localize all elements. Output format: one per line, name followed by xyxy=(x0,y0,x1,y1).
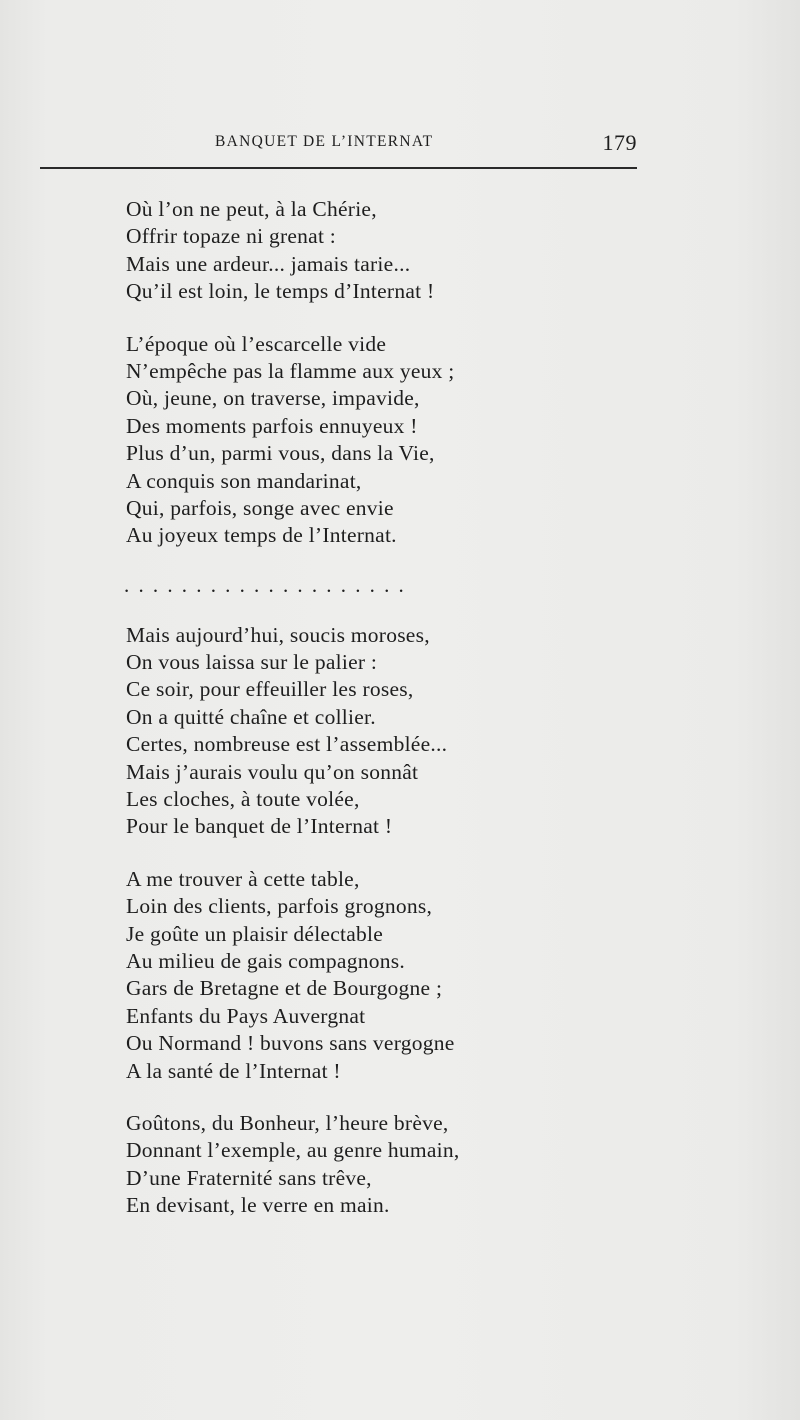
stanza-3 xyxy=(120,622,540,841)
stanza-2 xyxy=(120,331,540,550)
stanza-1 xyxy=(120,196,540,306)
verse-line: Je goûte un plaisir délectable xyxy=(126,921,384,946)
verse-line: L’époque où l’escarcelle vide xyxy=(126,331,387,356)
verse-line: Mais une ardeur... jamais tarie... xyxy=(126,251,411,276)
verse-line: On vous laissa sur le palier : xyxy=(126,650,378,675)
page-number: 179 xyxy=(602,130,637,155)
header-rule xyxy=(40,167,637,169)
page-header xyxy=(40,130,637,170)
verse-line: Offrir topaze ni grenat : xyxy=(126,224,337,249)
verse-line: Où, jeune, on traverse, impavide, xyxy=(126,386,420,411)
verse-line: On a quitté chaîne et collier. xyxy=(126,704,376,729)
verse-line: Donnant l’exemple, au genre humain, xyxy=(126,1138,460,1163)
verse-line: Au joyeux temps de l’Internat. xyxy=(126,523,397,548)
verse-line: D’une Fraternité sans trêve, xyxy=(126,1165,372,1190)
verse-line: A la santé de l’Internat ! xyxy=(126,1058,341,1083)
verse-line: Des moments parfois ennuyeux ! xyxy=(126,413,418,438)
verse-line: Enfants du Pays Auvergnat xyxy=(126,1003,366,1028)
verse-line: Où l’on ne peut, à la Chérie, xyxy=(126,197,377,221)
verse-line: Pour le banquet de l’Internat ! xyxy=(126,814,393,839)
verse-line: Mais j’aurais voulu qu’on sonnât xyxy=(126,759,419,784)
verse-line: Mais aujourd’hui, soucis moroses, xyxy=(126,622,430,647)
verse-line: Goûtons, du Bonheur, l’heure brève, xyxy=(126,1110,449,1135)
verse-line: Plus d’un, parmi vous, dans la Vie, xyxy=(126,441,435,466)
verse-line: Gars de Bretagne et de Bourgogne ; xyxy=(126,976,443,1001)
verse-line: Ou Normand ! buvons sans vergogne xyxy=(126,1031,455,1056)
verse-line: Les cloches, à toute volée, xyxy=(126,787,360,812)
running-title: BANQUET DE L’INTERNAT xyxy=(215,133,434,150)
verse-line: En devisant, le verre en main. xyxy=(126,1193,390,1218)
verse-line: Ce soir, pour effeuiller les roses, xyxy=(126,677,414,702)
verse-line: A me trouver à cette table, xyxy=(126,866,360,891)
stanza-5 xyxy=(120,1110,540,1220)
verse-line: Au milieu de gais compagnons. xyxy=(126,948,405,973)
verse-line: Loin des clients, parfois grognons, xyxy=(126,894,433,919)
verse-line: Qu’il est loin, le temps d’Internat ! xyxy=(126,279,435,304)
verse-line: Qui, parfois, songe avec envie xyxy=(126,495,394,520)
stanza-4 xyxy=(120,866,540,1085)
verse-line: A conquis son mandarinat, xyxy=(126,468,362,493)
ellipsis-row: .................... xyxy=(124,572,413,597)
verse-line: N’empêche pas la flamme aux yeux ; xyxy=(126,358,455,383)
poem-body xyxy=(120,196,540,1220)
verse-line: Certes, nombreuse est l’assemblée... xyxy=(126,732,448,757)
